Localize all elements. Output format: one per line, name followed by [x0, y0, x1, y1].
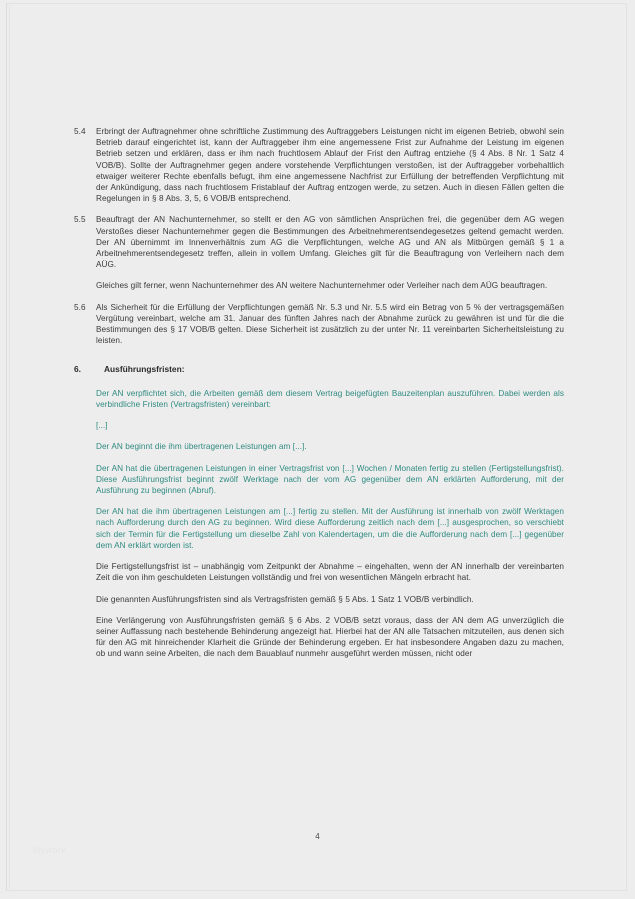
section-heading-6 — [74, 364, 564, 375]
clause-paragraph: Erbringt der Auftragnehmer ohne schriftliche Zustimmung des Auftraggebers Leistungen nicht im eigenen Betrieb, obwohl sein Betrieb darauf eingerichtet ist, kann der Auftraggeber ihm eine angemessene Frist zur Aufnahme der Leistung im eigenen Betrieb setzen und erklären, dass er ihm nach fruchtlosem Ablauf der Frist den Auftrag entziehe (§ 4 Abs. 8 Nr. 1 Satz 4 VOB/B). Sollte der Auftragnehmer gegen andere vorstehende Verpflichtungen verstoßen, ist der Auftraggeber vorbehaltlich etwaiger weiterer Rechte ebenfalls befugt, ihm eine angemessene Nachfrist zur Erfüllung der betreffenden Verpflichtung mit der Ankündigung, dass nach fruchtlosem Fristablauf der Auftrag entzogen werde, zu setzen. Auch in diesen Fällen gelten die Regelungen in § 8 Abs. 3, 5, 6 VOB/B entsprechend. — [96, 127, 564, 204]
clause-number: 5.6 — [74, 302, 86, 312]
section-paragraph: Eine Verlängerung von Ausführungsfristen gemäß § 6 Abs. 2 VOB/B setzt voraus, dass der AN dem AG unverzüglich die seiner Auffassung nach bestehende Behinderung angezeigt hat. Hierbei hat der AN alle Tatsachen mitzuteilen, aus denen sich für den AG mit hinreichender Klarheit die Gründe der Behinderung ergeben. Er hat insbesondere Angaben dazu zu machen, ob und wann seine Arbeiten, die nach dem Bauablauf nunmehr ausgeführt werden müssen, nicht oder — [96, 615, 564, 659]
clause-5-6 — [74, 302, 564, 347]
section-paragraph: Die genannten Ausführungsfristen sind als Vertragsfristen gemäß § 5 Abs. 1 Satz 1 VOB/B verbindlich. — [96, 594, 474, 604]
highlighted-paragraph: Der AN hat die übertragenen Leistungen in einer Vertragsfrist von [...] Wochen / Monaten fertig zu stellen (Fertigstellungsfrist). Diese Ausführungsfrist beginnt zwölf Werktage nach der vom AG gegenüber dem AN erklärten Aufforderung, mit der Ausführung zu beginnen (Abruf). — [96, 463, 564, 496]
section-title: Ausführungsfristen: — [104, 364, 185, 375]
clause-body — [96, 302, 564, 347]
document-content — [74, 126, 564, 660]
page-number: 4 — [315, 832, 320, 841]
section-6-body — [96, 388, 564, 660]
clause-paragraph: Als Sicherheit für die Erfüllung der Verpflichtungen gemäß Nr. 5.3 und Nr. 5.5 wird ein Betrag von 5 % der vertragsgemäßen Vergütung vereinbart, welche am 31. Januar des fünften Jahres nach der Abnahme zurück zu gewähren ist und für die die Bestimmungen des § 17 VOB/B gelten. Diese Sicherheit ist zusätzlich zu der unter Nr. 11 vereinbarten Sicherheitsleistung zu leisten. — [96, 302, 564, 346]
clause-5-4 — [74, 126, 564, 204]
highlighted-placeholder: [...] — [96, 421, 108, 431]
clause-number: 5.4 — [74, 127, 86, 136]
section-paragraph: Die Fertigstellungsfrist ist – unabhängig vom Zeitpunkt der Abnahme – eingehalten, wenn der AN innerhalb der vereinbarten Zeit die von ihm geschuldeten Leistungen vollständig und frei von wesentlichen Mängeln erbracht hat. — [96, 562, 564, 583]
section-number: 6. — [74, 364, 81, 375]
clause-number: 5.5 — [74, 215, 86, 225]
clause-paragraph: Beauftragt der AN Nachunternehmer, so stellt er den AG von sämtlichen Ansprüchen frei, die gegenüber dem AG wegen Verstoßes dieser Nachunternehmer gegen die Bestimmungen des Arbeitnehmerentsendegesetzes geltend gemacht werden. Der AN übernimmt im Innenverhältnis zum AG die Verpflichtungen, welche AG und AN als Mitbürgen gemäß § 1 a Arbeitnehmerentsendegesetz treffen, allein in vollem Umfang. Gleiches gilt für die Beauftragung von Verleihern nach dem AÜG. — [96, 215, 564, 270]
clause-body — [96, 214, 564, 291]
highlighted-paragraph: Der AN hat die ihm übertragenen Leistungen am [...] fertig zu stellen. Mit der Ausführung ist innerhalb von zwölf Werktagen nach Aufforderung durch den AG zu beginnen. Wird diese Aufforderung zeitlich nach dem [...] ausgesprochen, so verschiebt sich der Termin für die Fertigstellung um dieselbe Zahl von Kalendertagen, um die die Aufforderung nach dem [...] gegenüber dem AN erklärt worden ist. — [96, 507, 564, 550]
highlighted-paragraph: Der AN verpflichtet sich, die Arbeiten gemäß dem diesem Vertrag beigefügten Bauzeitenplan auszuführen. Dabei werden als verbindliche Fristen (Vertragsfristen) vereinbart: — [96, 388, 564, 410]
watermark: lilywork — [33, 845, 67, 855]
clause-5-5 — [74, 214, 564, 291]
clause-paragraph: Gleiches gilt ferner, wenn Nachunternehmer des AN weitere Nachunternehmer oder Verleiher nach dem AÜG beauftragen. — [96, 281, 548, 291]
clause-body — [96, 126, 564, 204]
highlighted-paragraph: Der AN beginnt die ihm übertragenen Leistungen am [...]. — [96, 442, 307, 452]
